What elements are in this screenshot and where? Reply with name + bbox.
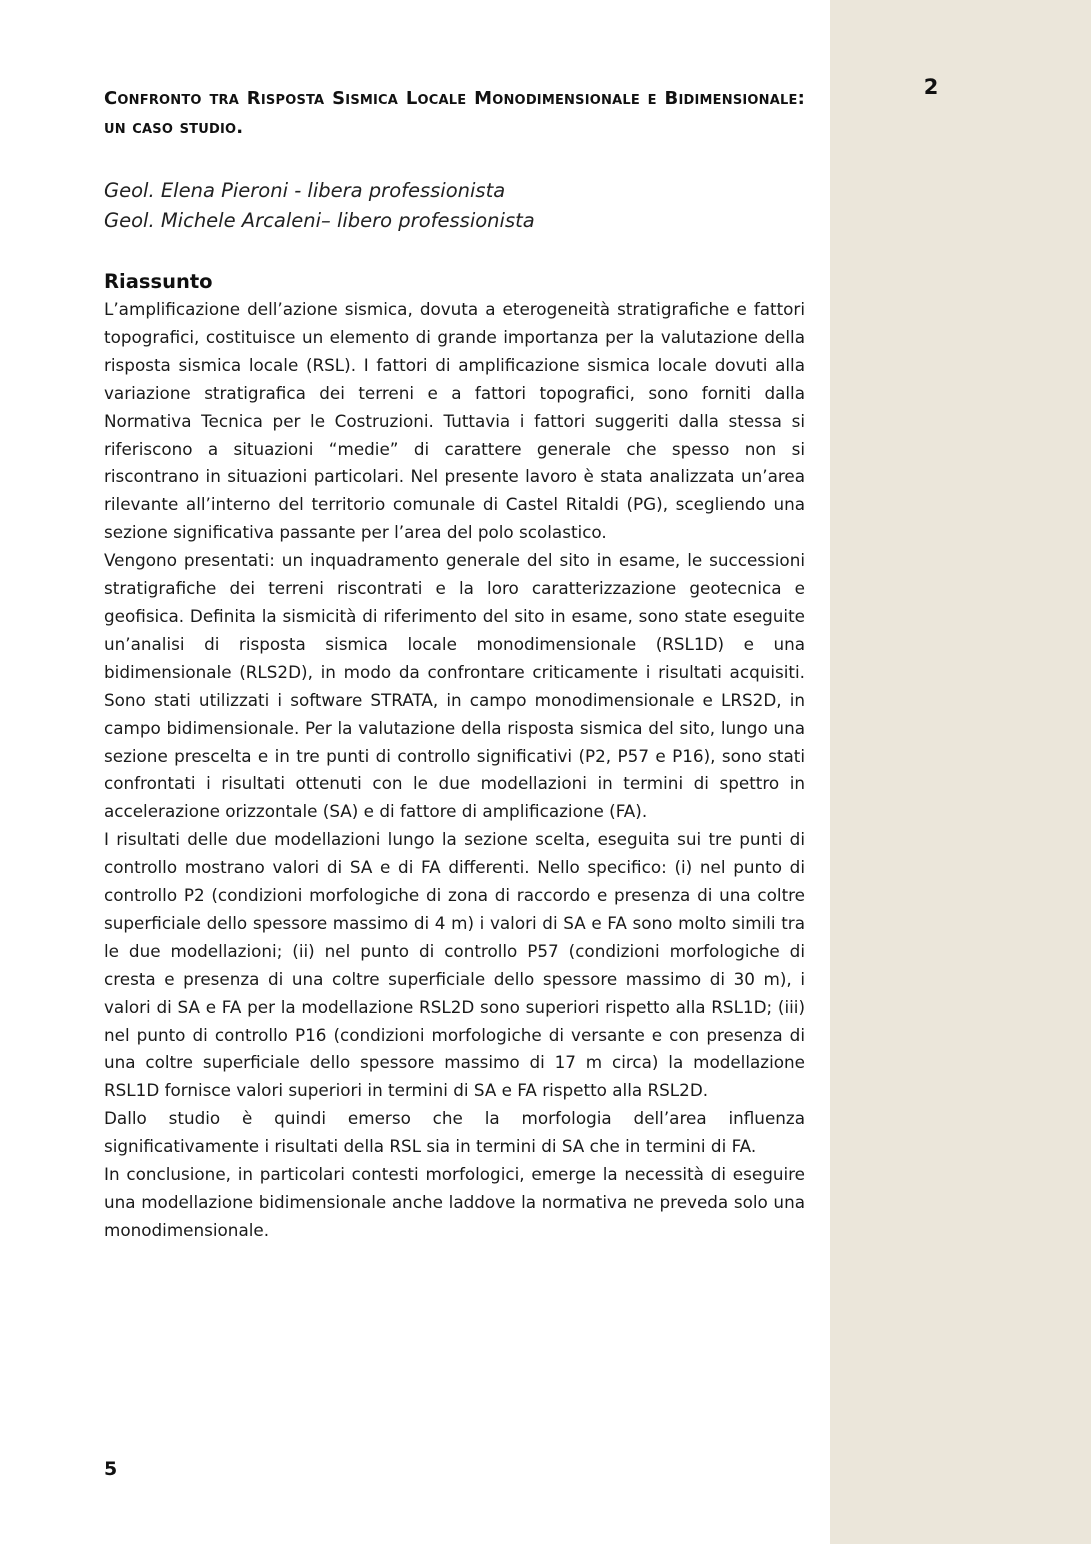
abstract-paragraph: Dallo studio è quindi emerso che la morfologia dell’area influenza significativamente i risultati della RSL sia in termini di SA che in termini di FA. <box>104 1108 805 1157</box>
author-list <box>104 176 805 236</box>
abstract-body <box>104 296 805 1245</box>
article-title: Confronto tra Risposta Sismica Locale Monodimensionale e Bidimensionale: un caso studio. <box>104 88 805 138</box>
abstract-heading: Riassunto <box>104 270 213 293</box>
footer-page-number: 5 <box>104 1458 118 1480</box>
author-line: Geol. Elena Pieroni - libera professionista <box>104 179 506 202</box>
chapter-number: 2 <box>923 75 939 99</box>
abstract-paragraph: Vengono presentati: un inquadramento generale del sito in esame, le successioni stratigrafiche dei terreni riscontrati e la loro caratterizzazione geotecnica e geofisica. Definita la sismicità di riferimento del sito in esame, sono state eseguite un’analisi di risposta sismica locale monodimensionale (RSL1D) e una bidimensionale (RLS2D), in modo da confrontare criticamente i risultati acquisiti. Sono stati utilizzati i software STRATA, in campo monodimensionale e LRS2D, in campo bidimensionale. Per la valutazione della risposta sismica del sito, lungo una sezione prescelta e in tre punti di controllo significativi (P2, P57 e P16), sono stati confrontati i risultati ottenuti con le due modellazioni in termini di spettro in accelerazione orizzontale (SA) e di fattore di amplificazione (FA). <box>104 550 805 822</box>
abstract-paragraph: In conclusione, in particolari contesti morfologici, emerge la necessità di eseguire una modellazione bidimensionale anche laddove la normativa ne preveda solo una monodimensionale. <box>104 1164 805 1240</box>
side-margin-band <box>830 0 1091 1544</box>
abstract-paragraph: I risultati delle due modellazioni lungo la sezione scelta, eseguita sui tre punti di controllo mostrano valori di SA e di FA differenti. Nello specifico: (i) nel punto di controllo P2 (condizioni morfologiche di zona di raccordo e presenza di una coltre superficiale dello spessore massimo di 4 m) i valori di SA e FA sono molto simili tra le due modellazioni; (ii) nel punto di controllo P57 (condizioni morfologiche di cresta e presenza di una coltre superficiale dello spessore massimo di 30 m), i valori di SA e FA per la modellazione RSL2D sono superiori rispetto alla RSL1D; (iii) nel punto di controllo P16 (condizioni morfologiche di versante e con presenza di una coltre superficiale dello spessore massimo di 17 m circa) la modellazione RSL1D fornisce valori superiori in termini di SA e FA rispetto alla RSL2D. <box>104 829 805 1101</box>
abstract-paragraph: L’amplificazione dell’azione sismica, dovuta a eterogeneità stratigrafiche e fattori topografici, costituisce un elemento di grande importanza per la valutazione della risposta sismica locale (RSL). I fattori di amplificazione sismica locale dovuti alla variazione stratigrafica dei terreni e a fattori topografici, sono forniti dalla Normativa Tecnica per le Costruzioni. Tuttavia i fattori suggeriti dalla stessa si riferiscono a situazioni “medie” di carattere generale che spesso non si riscontrano in situazioni particolari. Nel presente lavoro è stata analizzata un’area rilevante all’interno del territorio comunale di Castel Ritaldi (PG), scegliendo una sezione significativa passante per l’area del polo scolastico. <box>104 299 805 543</box>
main-content <box>104 84 805 1245</box>
author-line: Geol. Michele Arcaleni– libero professionista <box>104 209 535 232</box>
